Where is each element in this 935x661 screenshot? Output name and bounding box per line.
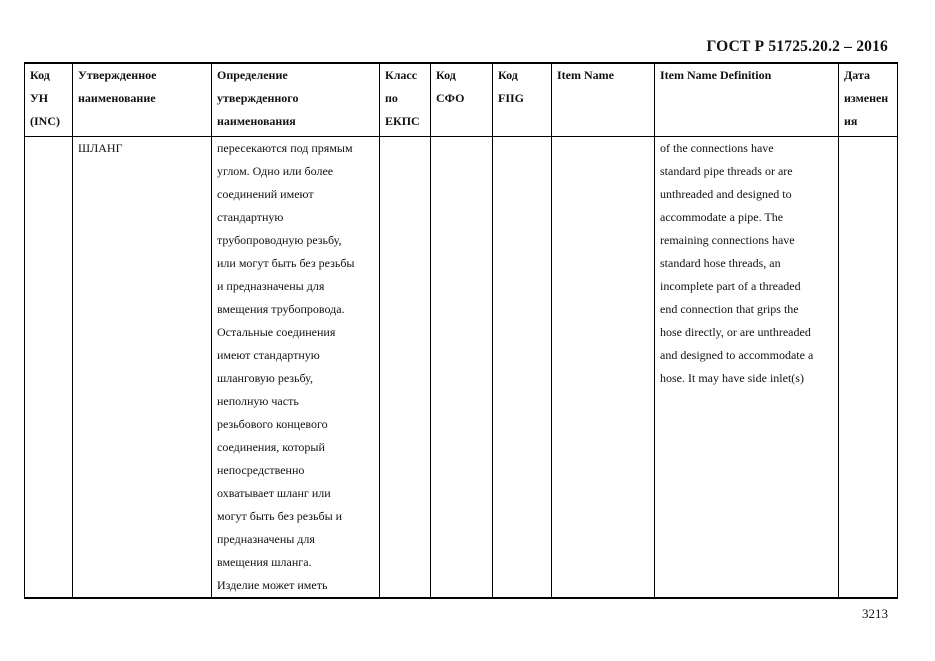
header-line: наименование: [78, 91, 156, 105]
header-ekps-class: [380, 63, 431, 137]
text-line: трубопроводную резьбу,: [217, 233, 342, 247]
text-line: соединения, который: [217, 440, 325, 454]
cell-definition: [212, 137, 380, 599]
header-line: УН: [30, 91, 49, 105]
header-item-name: [552, 63, 655, 137]
text-line: standard hose threads, an: [660, 256, 781, 270]
text-line: hose directly, or are unthreaded: [660, 325, 811, 339]
header-sfo-code: [431, 63, 493, 137]
cell-inc-code: [25, 137, 73, 599]
text-line: могут быть без резьбы и: [217, 509, 343, 523]
text-line: или могут быть без резьбы: [217, 256, 355, 270]
text-line: remaining connections have: [660, 233, 795, 247]
header-inc-code: [25, 63, 73, 137]
cell-item-name: [552, 137, 655, 599]
page-number: 3213: [862, 606, 888, 621]
text-line: Остальные соединения: [217, 325, 336, 339]
text-line: and designed to accommodate a: [660, 348, 814, 362]
text-line: шланговую резьбу,: [217, 371, 313, 385]
table-row: [25, 137, 898, 599]
text-line: резьбового концевого: [217, 417, 328, 431]
header-item-name-definition: [655, 63, 839, 137]
cell-ekps-class: [380, 137, 431, 599]
text-line: пересекаются под прямым: [217, 141, 353, 155]
header-row: [25, 63, 898, 137]
text-line: unthreaded and designed to: [660, 187, 792, 201]
header-change-date: [839, 63, 898, 137]
header-approved-name: [73, 63, 212, 137]
header-line: Утвержденное: [78, 68, 157, 82]
text-line: неполную часть: [217, 394, 299, 408]
text-line: соединений имеют: [217, 187, 314, 201]
header-line: (INC): [30, 114, 60, 128]
text-line: вмещения шланга.: [217, 555, 312, 569]
header-line: Класс: [385, 68, 418, 82]
header-line: Дата: [844, 68, 870, 82]
text-line: Изделие может иметь: [217, 578, 328, 592]
header-line: СФО: [436, 91, 465, 105]
header-definition: [212, 63, 380, 137]
text-line: предназначены для: [217, 532, 315, 546]
cell-item-name-definition: [655, 137, 839, 599]
text-line: hose. It may have side inlet(s): [660, 371, 804, 385]
text-line: of the connections have: [660, 141, 774, 155]
document-id: ГОСТ Р 51725.20.2 – 2016: [706, 38, 888, 55]
text-line: standard pipe threads or are: [660, 164, 793, 178]
text-line: end connection that grips the: [660, 302, 799, 316]
cell-change-date: [839, 137, 898, 599]
header-line: утвержденного: [217, 91, 299, 105]
text-line: охватывает шланг или: [217, 486, 331, 500]
header-line: изменен: [844, 91, 889, 105]
text-line: и предназначены для: [217, 279, 325, 293]
cell-sfo-code: [431, 137, 493, 599]
text-line: стандартную: [217, 210, 284, 224]
catalog-table: [24, 62, 898, 599]
header-line: Определение: [217, 68, 288, 82]
header-line: Item Name Definition: [660, 68, 772, 82]
header-line: ия: [844, 114, 858, 128]
header-line: наименования: [217, 114, 296, 128]
text-line: incomplete part of a threaded: [660, 279, 801, 293]
header-fiig-code: [493, 63, 552, 137]
header-line: Item Name: [557, 68, 614, 82]
text-line: углом. Одно или более: [217, 164, 334, 178]
header-line: FIIG: [498, 91, 525, 105]
header-line: ЕКПС: [385, 114, 420, 128]
cell-fiig-code: [493, 137, 552, 599]
text-line: accommodate a pipe. The: [660, 210, 784, 224]
text-line: непосредственно: [217, 463, 305, 477]
cell-approved-name: ШЛАНГ: [73, 137, 212, 599]
header-line: по: [385, 91, 398, 105]
header-line: Код: [436, 68, 456, 82]
header-line: Код: [30, 68, 50, 82]
text-line: вмещения трубопровода.: [217, 302, 345, 316]
text-line: имеют стандартную: [217, 348, 320, 362]
header-line: Код: [498, 68, 518, 82]
